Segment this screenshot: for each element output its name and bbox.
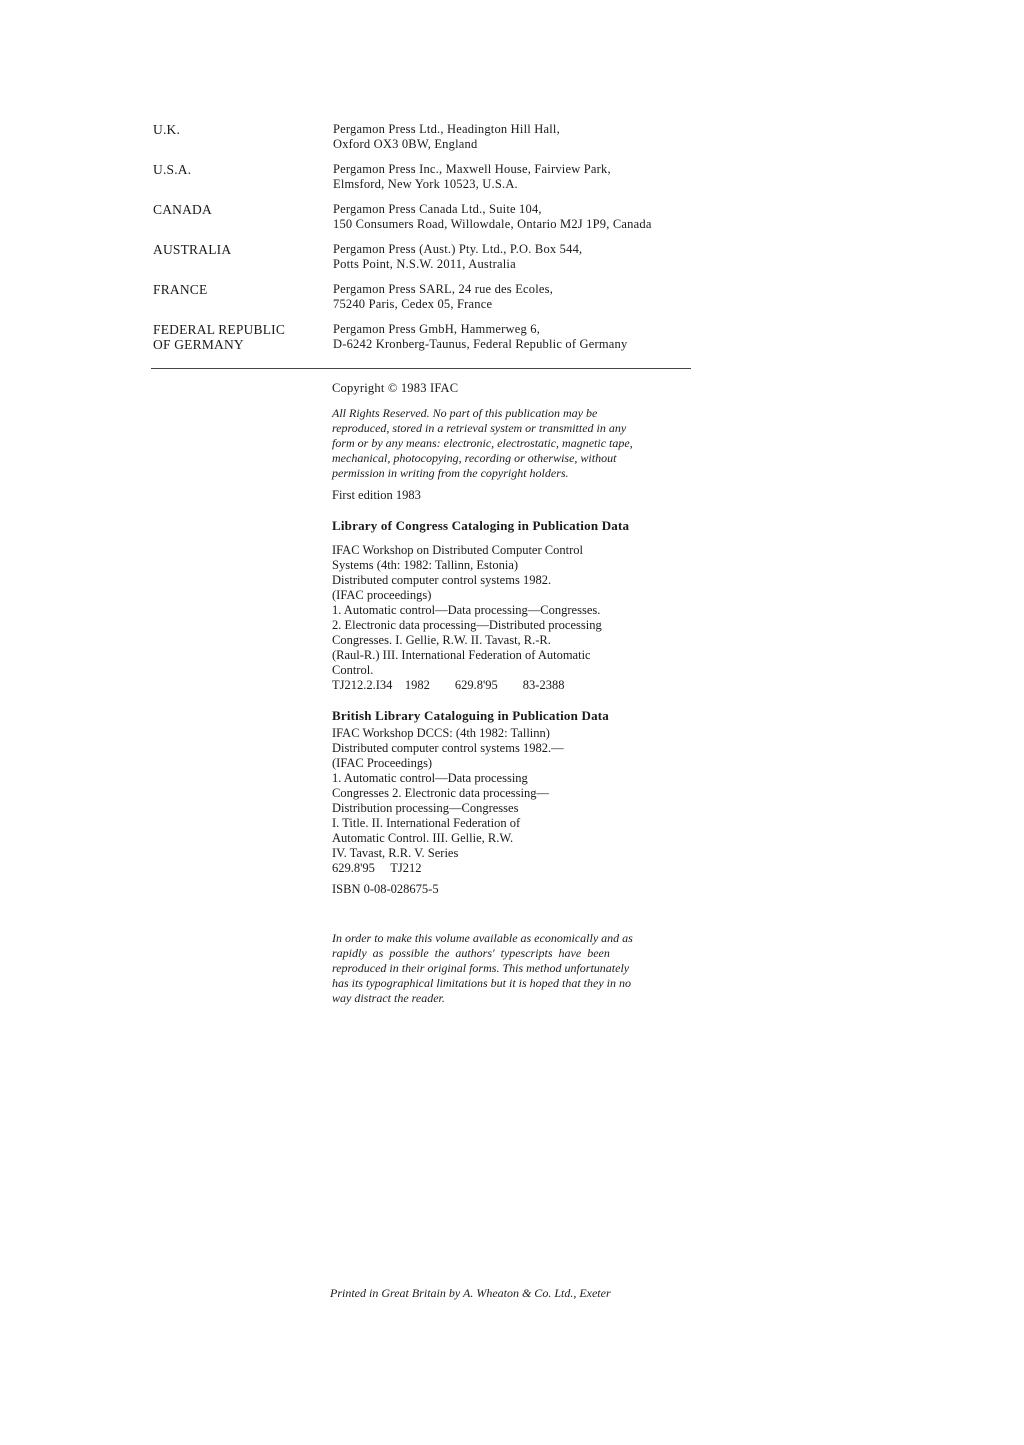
divider-rule bbox=[151, 368, 691, 369]
publisher-addresses bbox=[153, 122, 693, 362]
country-label: FEDERAL REPUBLIC OF GERMANY bbox=[153, 322, 286, 352]
address-row-usa bbox=[153, 162, 693, 202]
rights-reserved-statement: All Rights Reserved. No part of this publication may be reproduced, stored in a retrieval system or transmitted in any form or by any means: electronic, electrostatic, magnetic tape, mechanical, photocopying, recording or otherwise, without permission in writing from the copyright holders. bbox=[332, 406, 633, 480]
typescript-note: In order to make this volume available as economically and as rapidly as possible the authors' typescripts have been reproduced in their original forms. This method unfortunately has its typographical limitations but it is hoped that they in no way distract the reader. bbox=[332, 931, 633, 1005]
address-row-canada bbox=[153, 202, 693, 242]
bl-cataloguing-heading: British Library Cataloguing in Publication Data bbox=[332, 708, 610, 723]
address-text: Pergamon Press Ltd., Headington Hill Hall, Oxford OX3 0BW, England bbox=[333, 122, 560, 151]
address-text: Pergamon Press (Aust.) Pty. Ltd., P.O. Box 544, Potts Point, N.S.W. 2011, Australia bbox=[333, 242, 583, 271]
edition-statement: First edition 1983 bbox=[332, 488, 421, 502]
country-label: U.S.A. bbox=[153, 162, 192, 177]
address-row-australia bbox=[153, 242, 693, 282]
address-text: Pergamon Press Canada Ltd., Suite 104, 150 Consumers Road, Willowdale, Ontario M2J 1P9, Canada bbox=[333, 202, 652, 231]
address-text: Pergamon Press Inc., Maxwell House, Fairview Park, Elmsford, New York 10523, U.S.A. bbox=[333, 162, 611, 191]
address-text: Pergamon Press GmbH, Hammerweg 6, D-6242 Kronberg-Taunus, Federal Republic of Germany bbox=[333, 322, 628, 351]
address-row-france bbox=[153, 282, 693, 322]
printer-imprint: Printed in Great Britain by A. Wheaton & Co. Ltd., Exeter bbox=[330, 1286, 611, 1300]
country-label: U.K. bbox=[153, 122, 181, 137]
country-label: CANADA bbox=[153, 202, 212, 217]
country-label: AUSTRALIA bbox=[153, 242, 232, 257]
bl-cataloguing-data: IFAC Workshop DCCS: (4th 1982: Tallinn) Distributed computer control systems 1982.— (IFAC Proceedings) 1. Automatic control—Data processing Congresses 2. Electronic data processing— Distribution processing—Congresses I. Title. II. International Federation of Automatic Control. III. Gellie, R.W. IV. Tavast, R.R. V. Series 629.8'95 TJ212 ISBN 0-08-028675-5 bbox=[332, 726, 564, 896]
country-label: FRANCE bbox=[153, 282, 208, 297]
address-row-germany bbox=[153, 322, 693, 362]
loc-cataloging-data: IFAC Workshop on Distributed Computer Control Systems (4th: 1982: Tallinn, Estonia) Distributed computer control systems 1982. (IFAC proceedings) 1. Automatic control—Data processing—Congresses. 2. Electronic data processing—Distributed processing Congresses. I. Gellie, R.W. II. Tavast, R.-R. (Raul-R.) III. International Federation of Automatic Control. TJ212.2.I34 1982 629.8'95 83-2388 bbox=[332, 543, 602, 692]
loc-cataloging-heading: Library of Congress Cataloging in Publication Data bbox=[332, 518, 630, 533]
address-text: Pergamon Press SARL, 24 rue des Ecoles, 75240 Paris, Cedex 05, France bbox=[333, 282, 554, 311]
copyright-notice: Copyright © 1983 IFAC bbox=[332, 381, 459, 395]
address-row-uk bbox=[153, 122, 693, 162]
